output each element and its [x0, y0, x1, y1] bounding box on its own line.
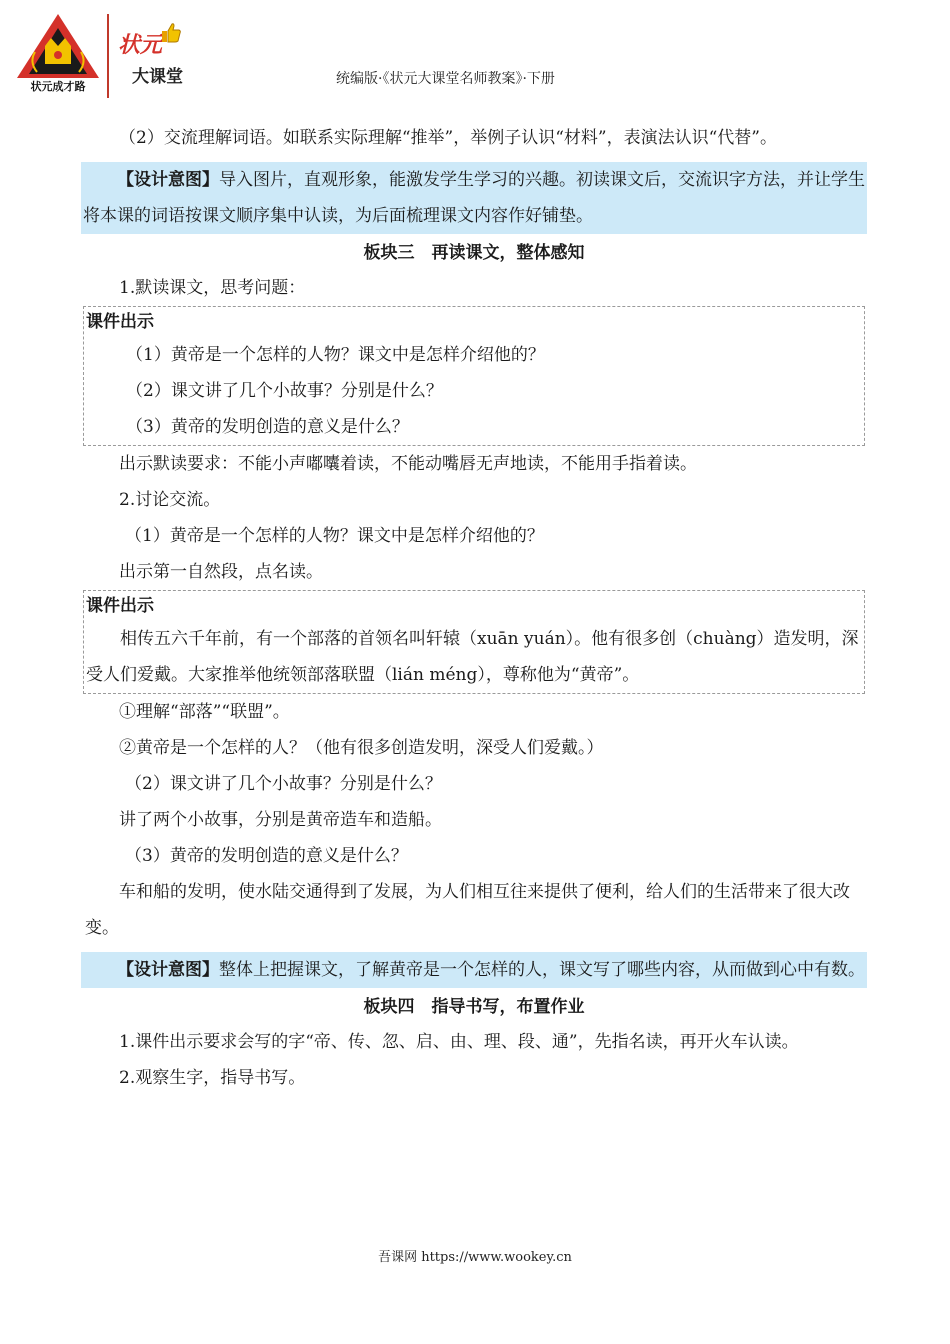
discussion-question-2: （2）课文讲了几个小故事？分别是什么？: [125, 774, 442, 794]
footer-link[interactable]: 吾课网 https://www.wookey.cn: [378, 1250, 572, 1265]
brand-name-bottom: 大课堂: [132, 67, 183, 87]
show-paragraph: 出示第一自然段，点名读。: [119, 562, 323, 582]
step-2: 2.讨论交流。: [119, 490, 221, 510]
question-1: （1）黄帝是一个怎样的人物？课文中是怎样介绍他的？: [126, 345, 545, 365]
courseware-title: 课件出示: [86, 312, 154, 332]
design-intent-label: 【设计意图】: [117, 960, 219, 980]
design-intent-text: 整体上把握课文，了解黄帝是一个怎样的人，课文写了哪些内容，从而做到心中有数。: [219, 960, 865, 980]
discussion-question-1: （1）黄帝是一个怎样的人物？课文中是怎样介绍他的？: [125, 526, 544, 546]
thumbs-up-icon: [160, 22, 182, 44]
section-title-block4: 板块四 指导书写，布置作业: [363, 997, 585, 1017]
courseware-frame-2: [83, 590, 865, 694]
intro-paragraph: （2）交流理解词语。如联系实际理解“推举”，举例子认识“材料”，表演法认识“代替”。: [119, 128, 777, 148]
courseware-frame-1: [83, 306, 865, 446]
answer-2: 讲了两个小故事，分别是黄帝造车和造船。: [119, 810, 442, 830]
document-body: [85, 120, 863, 1096]
courseware-passage: 相传五六千年前，有一个部落的首领名叫轩辕（xuān yuán）。他有很多创（chuàng）造发明，深受人们爱戴。大家推举他统领部落联盟（lián méng），尊称他为“黄帝”。: [86, 629, 859, 685]
section-title-block3: 板块三 再读课文，整体感知: [363, 243, 585, 263]
header-divider: [107, 14, 109, 98]
discussion-question-3: （3）黄帝的发明创造的意义是什么？: [125, 846, 408, 866]
circled-point-2: ②黄帝是一个怎样的人？（他有很多创造发明，深受人们爱戴。）: [119, 738, 604, 758]
writing-step-1: 1.课件出示要求会写的字“帝、传、忽、启、由、理、段、通”，先指名读，再开火车认读。: [119, 1032, 799, 1052]
courseware-title: 课件出示: [86, 596, 154, 616]
design-intent-label: 【设计意图】: [117, 170, 219, 190]
question-3: （3）黄帝的发明创造的意义是什么？: [126, 417, 409, 437]
writing-step-2: 2.观察生字，指导书写。: [119, 1068, 306, 1088]
brand-name-top: 状元: [118, 33, 163, 58]
reading-requirement: 出示默读要求：不能小声嘟囔着读，不能动嘴唇无声地读，不能用手指着读。: [119, 454, 697, 474]
circled-point-1: ①理解“部落”“联盟”。: [119, 702, 290, 722]
design-intent-text: 导入图片，直观形象，能激发学生学习的兴趣。初读课文后，交流识字方法，并让学生将本课的词语按课文顺序集中认读，为后面梳理课文内容作好铺垫。: [83, 170, 865, 226]
question-2: （2）课文讲了几个小故事？分别是什么？: [126, 381, 443, 401]
step-1: 1.默读课文，思考问题：: [119, 278, 306, 298]
design-intent-2: [81, 952, 867, 988]
header-title: 统编版·《状元大课堂名师教案》·下册: [336, 71, 555, 87]
answer-3: 车和船的发明，使水陆交通得到了发展，为人们相互往来提供了便利，给人们的生活带来了很大改变。: [85, 882, 850, 938]
design-intent-1: [81, 162, 867, 234]
logo-caption: 状元成才路: [30, 80, 86, 93]
